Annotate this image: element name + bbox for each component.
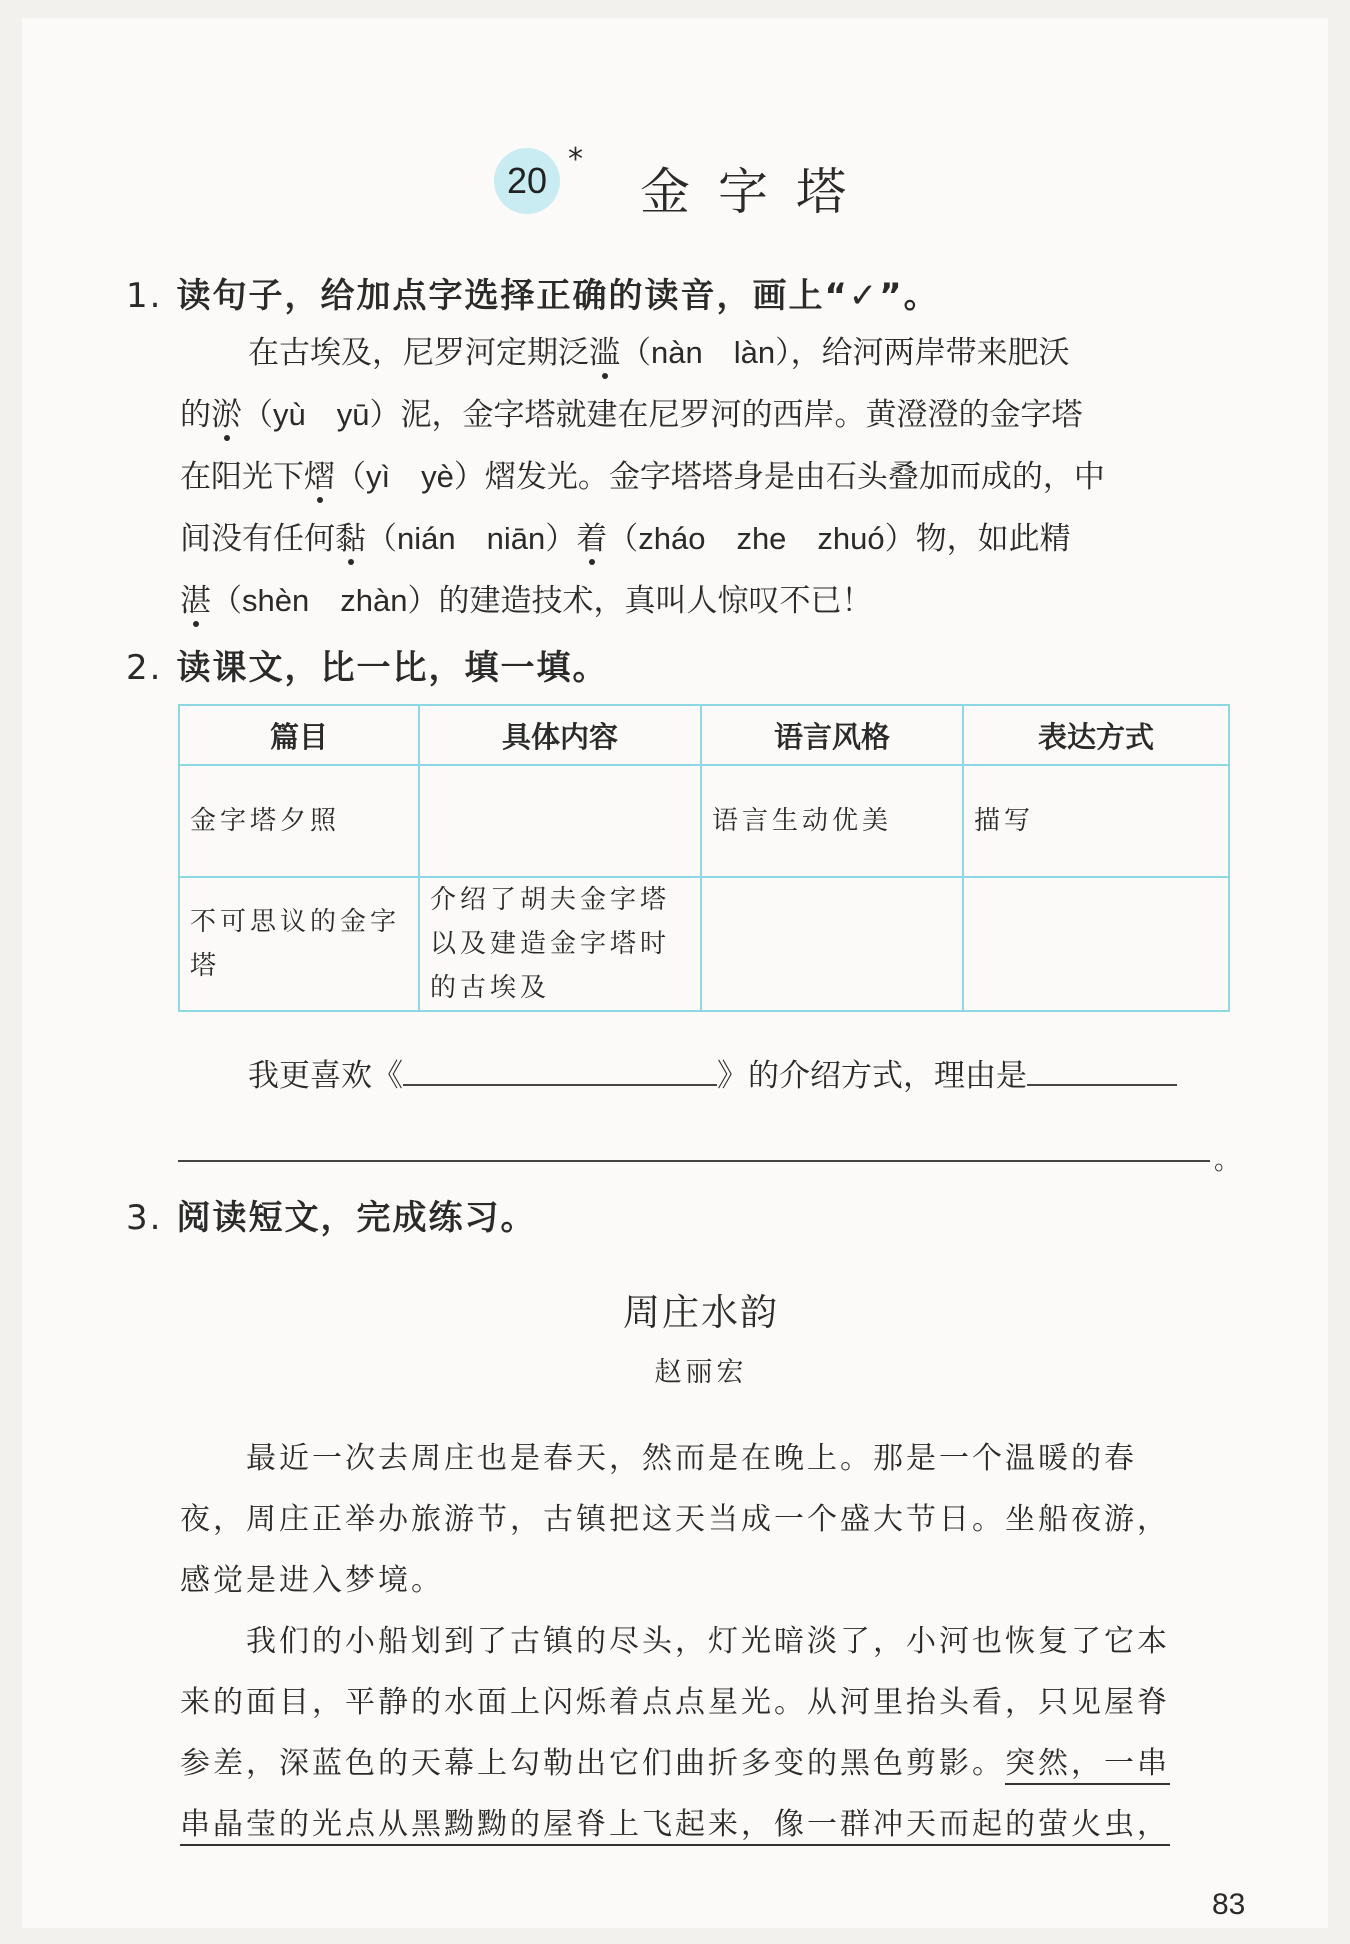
table-row xyxy=(179,765,1229,877)
passage-line: 间没有任何黏（nián niān）着（zháo zhe zhuó）物，如此精 xyxy=(180,521,1071,557)
article-line: 感觉是进入梦境。 xyxy=(180,1563,444,1598)
question-2-number: 2. xyxy=(126,648,163,688)
dotted-character: 湛 xyxy=(180,583,211,619)
dotted-character: 着 xyxy=(576,521,608,557)
table-cell: 介绍了胡夫金字塔以及建造金字塔时的古埃及 xyxy=(419,877,701,1011)
dotted-character: 滥 xyxy=(589,335,620,371)
title-fill-blank[interactable] xyxy=(403,1054,717,1086)
page-number: 83 xyxy=(1212,1888,1246,1921)
question-2-heading xyxy=(126,640,608,689)
question-1-number: 1. xyxy=(126,276,163,316)
table-row xyxy=(179,877,1229,1011)
table-header-row xyxy=(179,705,1229,765)
article-line xyxy=(180,1794,1240,1855)
comparison-table xyxy=(178,704,1230,1012)
table-header-cell: 具体内容 xyxy=(419,705,701,765)
article-line: 最近一次去周庄也是春天，然而是在晚上。那是一个温暖的春 xyxy=(180,1441,1137,1476)
question-3-number: 3. xyxy=(126,1198,163,1238)
table-cell: 不可思议的金字塔 xyxy=(179,877,419,1011)
question-1-prompt: 读句子，给加点字选择正确的读音，画上“✓”。 xyxy=(176,276,940,316)
article-line: 夜，周庄正举办旅游节，古镇把这天当成一个盛大节日。坐船夜游， xyxy=(180,1502,1170,1537)
lesson-title: 金字塔 xyxy=(640,163,874,221)
underlined-sentence: 突然，一串 xyxy=(1005,1746,1170,1785)
table-header-cell: 表达方式 xyxy=(963,705,1229,765)
dotted-character: 淤 xyxy=(211,397,242,433)
table-cell-blank[interactable] xyxy=(963,877,1229,1011)
article-line: 来的面目，平静的水面上闪烁着点点星光。从河里抬头看，只见屋脊 xyxy=(180,1685,1170,1720)
question-1-heading xyxy=(126,268,940,317)
preference-prefix: 我更喜欢《 xyxy=(248,1058,403,1094)
table-header-cell: 篇目 xyxy=(179,705,419,765)
passage-line: 湛（shèn zhàn）的建造技术，真叫人惊叹不已！ xyxy=(180,583,873,619)
table-cell-blank[interactable] xyxy=(419,765,701,877)
article-author: 赵丽宏 xyxy=(654,1357,748,1388)
underlined-sentence: 串晶莹的光点从黑黝黝的屋脊上飞起来，像一群冲天而起的萤火虫， xyxy=(180,1807,1170,1846)
question-3-prompt: 阅读短文，完成练习。 xyxy=(176,1198,537,1238)
lesson-number: 20 xyxy=(506,160,548,201)
passage-line: 在古埃及，尼罗河定期泛滥（nàn làn），给河两岸带来肥沃 xyxy=(248,335,1070,371)
question-2-prompt: 读课文，比一比，填一填。 xyxy=(176,648,609,688)
table-cell: 描写 xyxy=(963,765,1229,877)
passage-line: 在阳光下熠（yì yè）熠发光。金字塔塔身是由石头叠加而成的，中 xyxy=(180,459,1105,495)
passage-line: 的淤（yù yū）泥，金字塔就建在尼罗河的西岸。黄澄澄的金字塔 xyxy=(180,397,1083,433)
optional-lesson-star: * xyxy=(568,142,583,177)
table-cell: 语言生动优美 xyxy=(701,765,963,877)
reason-fill-line[interactable] xyxy=(178,1160,1210,1162)
table-cell-blank[interactable] xyxy=(701,877,963,1011)
table-header-cell: 语言风格 xyxy=(701,705,963,765)
question-3-heading xyxy=(126,1190,536,1239)
lesson-number-badge xyxy=(494,148,560,214)
preference-sentence xyxy=(248,1046,1177,1107)
dotted-character: 熠 xyxy=(304,459,335,495)
reason-fill-blank[interactable] xyxy=(1027,1054,1177,1086)
reason-end-mark: 。 xyxy=(1214,1146,1241,1176)
dotted-character: 黏 xyxy=(335,521,366,557)
article-line: 参差，深蓝色的天幕上勾勒出它们曲折多变的黑色剪影。突然，一串 xyxy=(180,1733,1240,1794)
table-cell: 金字塔夕照 xyxy=(179,765,419,877)
preference-middle: 》的介绍方式，理由是 xyxy=(717,1058,1027,1094)
article-body xyxy=(180,1428,1240,1855)
question-1-passage xyxy=(180,322,1240,632)
article-line: 我们的小船划到了古镇的尽头，灯光暗淡了，小河也恢复了它本 xyxy=(180,1624,1170,1659)
article-title: 周庄水韵 xyxy=(623,1291,779,1334)
